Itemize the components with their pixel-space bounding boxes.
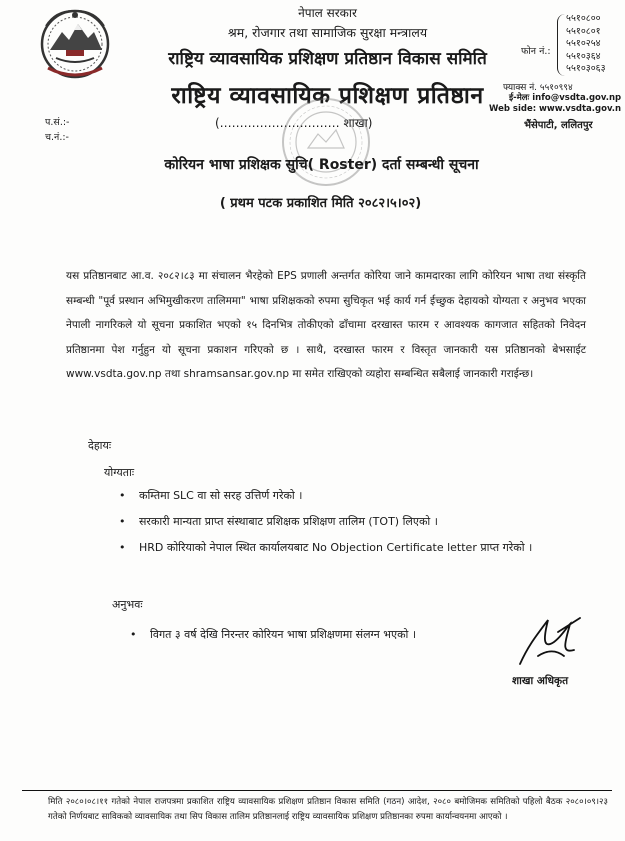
list-item	[119, 538, 532, 564]
government-name: नेपाल सरकार	[298, 6, 357, 20]
qualification-list	[119, 486, 532, 564]
experience-heading: अनुभवः	[112, 598, 143, 611]
ministry-name: श्रम, रोजगार तथा सामाजिक सुरक्षा मन्त्रालय	[227, 25, 428, 40]
list-item	[119, 486, 532, 512]
phone-number: ५५१०२५४	[566, 38, 601, 50]
email-address: ई-मेलः info@vsdta.gov.np	[509, 93, 622, 103]
notice-body: यस प्रतिष्ठानबाट आ.व. २०८२।८३ मा संचालन भैरहेको EPS प्रणाली अन्तर्गत कोरिया जाने कामदारका लागि कोरियन भाषा तथा संस्कृति सम्बन्धी "पूर्व प्रस्थान अभिमुखीकरण तालिममा" भाषा प्रशिक्षकको रुपमा सुचिकृत भई कार्य गर्न ईच्छुक देहायको योग्यता र अनुभव भएका नेपाली नागरिकले यो सूचना प्रकाशित भएको १५ दिनभित्र तोकीएको ढाँचामा दरखास्त फारम र आवश्यक कागजात सहितको निवेदन प्रतिष्ठानमा पेश गर्नुहुन यो सूचना प्रकाशन गरिएको छ । साथै, दरखास्त फारम र विस्तृत जानकारी यस प्रतिष्ठानको बेभसाईट www.vsdta.gov.np तथा shramsansar.gov.np मा समेत राखिएको व्यहोरा सम्बन्धित सबैलाई जानकारी गराईन्छ।	[66, 270, 586, 380]
signatory-title: शाखा अधिकृत	[512, 675, 569, 687]
phone-number: ५५१०३६४	[566, 50, 601, 62]
experience-text: विगत ३ वर्ष देखि निरन्तर कोरियन भाषा प्रशिक्षणमा संलग्न भएको ।	[150, 628, 417, 641]
qualification-text: सरकारी मान्यता प्राप्त संस्थाबाट प्रशिक्षक प्रशिक्षण तालिम (TOT) लिएको ।	[139, 515, 438, 528]
list-item	[130, 625, 416, 651]
bullet-icon: •	[119, 541, 126, 554]
phone-label: फोन नं.:	[521, 46, 551, 57]
qualification-heading: योग्यताः	[104, 466, 135, 479]
list-item	[119, 512, 532, 538]
fax-number: फ्याक्स नं. ५५१०९९४	[503, 83, 573, 93]
phone-list	[566, 13, 606, 76]
committee-name: राष्ट्रिय व्यावसायिक प्रशिक्षण प्रतिष्ठान विकास समिति	[168, 49, 487, 69]
phone-number: ५५१०८०१	[566, 25, 601, 37]
bullet-icon: •	[130, 628, 137, 641]
bullet-icon: •	[119, 515, 126, 528]
footer-divider	[22, 790, 612, 791]
office-seal-icon	[280, 96, 372, 188]
dispatch-number: च.नं.:-	[45, 132, 69, 143]
signature-icon	[514, 606, 586, 676]
qualification-text: कम्तिमा SLC वा सो सरह उत्तिर्ण गरेको ।	[139, 489, 303, 502]
footer-note: मिति २०८०।०८।११ गतेको नेपाल राजपत्रमा प्रकाशित राष्ट्रिय व्यावसायिक प्रशिक्षण प्रतिष्ठान विकास समिति (गठन) आदेश, २०८० बमोजिमक समितिको पहिलो बैठक २०८०।०९।२३ गतेको निर्णयबाट साविकको व्यावसायिक तथा सिप विकास तालिम प्रतिष्ठानलाई राष्ट्रिय व्यावसायिक प्रशिक्षण प्रतिष्ठानका रुपमा कार्यान्वयनमा आएको ।	[48, 797, 608, 822]
qualification-text: HRD कोरियाको नेपाल स्थित कार्यालयबाट No Objection Certificate letter प्राप्त गरेको ।	[139, 541, 533, 554]
phone-number: ५५१०३०६३	[566, 63, 606, 75]
institute-name: राष्ट्रिय व्यावसायिक प्रशिक्षण प्रतिष्ठान	[171, 83, 484, 109]
office-address: भैंसेपाटी, ललितपुर	[524, 120, 593, 131]
following-label: देहायः	[88, 439, 112, 452]
notice-title: कोरियन भाषा प्रशिक्षक सुचि( Roster) दर्ता सम्बन्धी सूचना	[164, 157, 479, 173]
phone-number: ५५१०८००	[566, 13, 601, 24]
website: Web side: www.vsdta.gov.n	[489, 104, 622, 114]
publish-date: ( प्रथम पटक प्रकाशित मिति २०८२।५।०२)	[219, 196, 422, 211]
letter-number: प.सं.:-	[45, 117, 70, 128]
bullet-icon: •	[119, 489, 126, 502]
experience-list	[130, 625, 416, 651]
branch-line: (………………………… शाखा)	[215, 116, 373, 130]
